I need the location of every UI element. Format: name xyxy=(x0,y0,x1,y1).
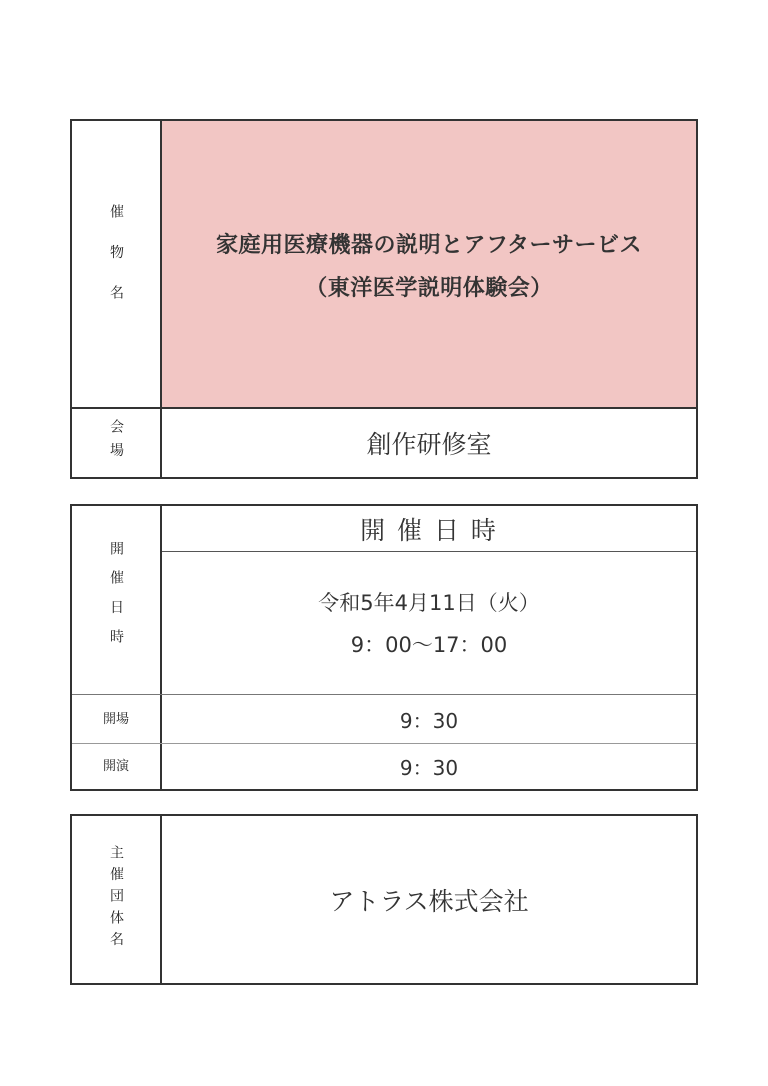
schedule-label-cell xyxy=(72,506,162,694)
schedule-header: 開 催 日 時 xyxy=(360,515,498,545)
schedule-date: 令和5年4月11日（火） xyxy=(318,591,540,615)
schedule-header-cell xyxy=(162,506,696,552)
event-title-line2: （東洋医学説明体験会） xyxy=(305,276,553,301)
start-label: 開演 xyxy=(102,759,129,774)
event-label: 催物名 xyxy=(108,204,124,326)
event-title-cell xyxy=(162,121,696,409)
event-title-line1: 家庭用医療機器の説明とアフターサービス xyxy=(216,233,642,258)
start-time: 9：30 xyxy=(399,756,459,780)
venue-value: 創作研修室 xyxy=(366,430,492,459)
open-label-cell xyxy=(72,695,162,743)
venue-label: 会場 xyxy=(108,419,124,467)
schedule-time: 9：00～17：00 xyxy=(350,633,508,657)
venue-value-cell xyxy=(162,409,696,477)
open-label: 開場 xyxy=(102,711,129,727)
organizer-label: 主催団体名 xyxy=(108,845,124,954)
schedule-label: 開催日時 xyxy=(108,541,124,659)
start-time-cell xyxy=(162,744,696,789)
organizer-value-cell xyxy=(162,816,696,983)
event-label-cell xyxy=(72,121,162,409)
venue-label-cell xyxy=(72,409,162,477)
event-box xyxy=(70,119,698,479)
organizer-box xyxy=(70,814,698,985)
schedule-datetime-cell xyxy=(162,552,696,694)
schedule-box xyxy=(70,504,698,791)
start-label-cell xyxy=(72,744,162,789)
open-time: 9：30 xyxy=(399,708,459,733)
organizer-value: アトラス株式会社 xyxy=(329,886,529,916)
organizer-label-cell xyxy=(72,816,162,983)
open-time-cell xyxy=(162,695,696,743)
